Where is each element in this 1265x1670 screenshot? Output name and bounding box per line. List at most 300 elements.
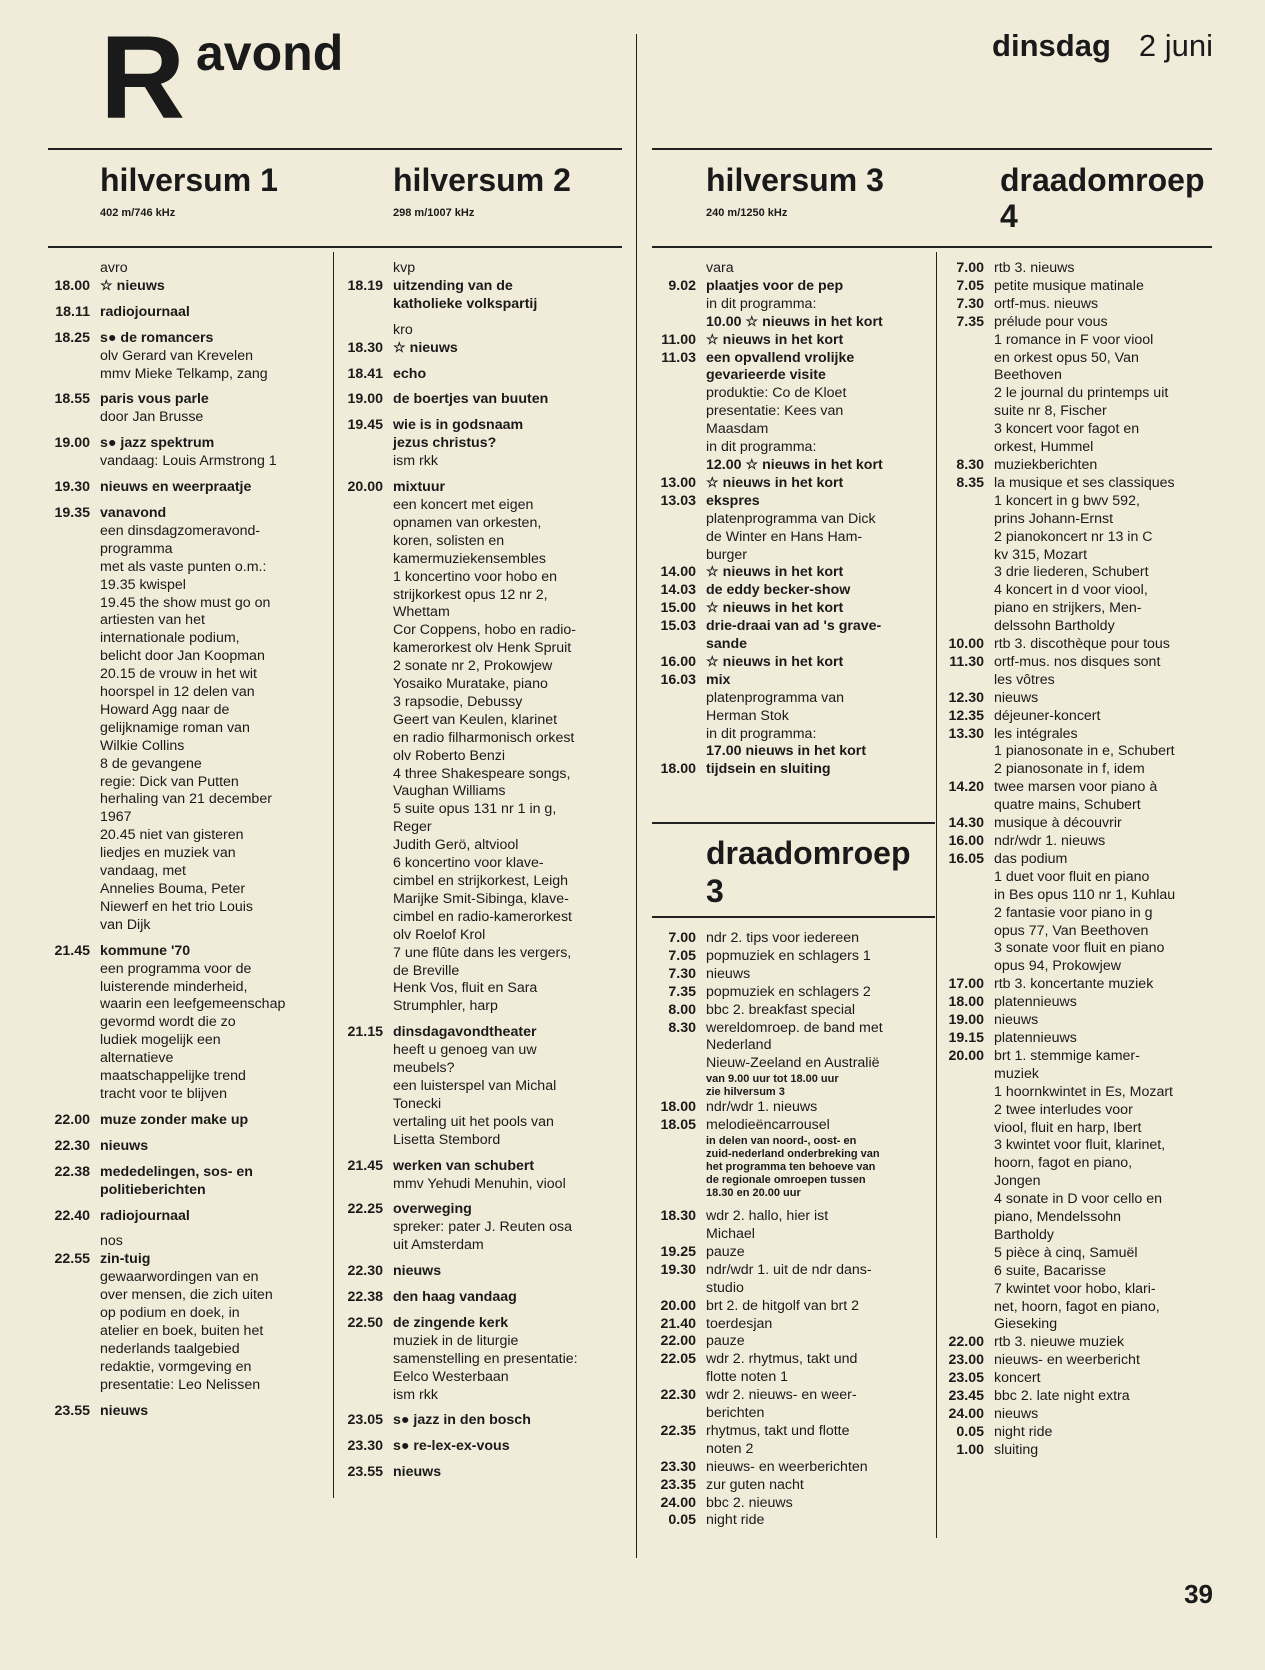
program-text: platenprogramma van xyxy=(706,689,845,706)
program-text: nieuws xyxy=(994,1406,1039,1422)
program-row xyxy=(339,569,629,587)
program-row xyxy=(339,391,629,409)
program-text: kro xyxy=(393,321,413,338)
program-text: 5 suite opus 131 nr 1 in g, xyxy=(393,801,557,818)
program-text: delssohn Bartholdy xyxy=(994,618,1115,635)
program-time: 21.45 xyxy=(54,942,90,959)
program-time: 22.30 xyxy=(54,1137,90,1154)
program-text: en radio filharmonisch orkest xyxy=(393,729,575,746)
program-row xyxy=(940,1406,1225,1424)
program-row xyxy=(339,1438,629,1456)
program-text: radiojournaal xyxy=(100,303,190,320)
program-text: 3 rapsodie, Debussy xyxy=(393,693,523,710)
program-text: en orkest opus 50, Van xyxy=(994,349,1139,366)
program-text: Reger xyxy=(393,819,432,836)
program-row xyxy=(339,1289,629,1307)
program-text: suite nr 8, Fischer xyxy=(994,403,1107,420)
program-text: ndr/wdr 1. nieuws xyxy=(994,833,1106,849)
program-row xyxy=(652,1226,935,1244)
program-row xyxy=(652,314,935,332)
program-row xyxy=(652,1002,935,1020)
program-text: presentatie: Leo Nelissen xyxy=(100,1376,261,1393)
program-row xyxy=(940,314,1225,332)
program-time: 20.00 xyxy=(948,1047,984,1064)
program-row xyxy=(46,409,331,427)
program-row xyxy=(339,322,629,340)
program-text: paris vous parle xyxy=(100,391,209,408)
program-row xyxy=(339,453,629,471)
program-row xyxy=(339,694,629,712)
program-row xyxy=(46,541,331,559)
program-row xyxy=(940,887,1225,905)
program-time: 14.00 xyxy=(660,564,696,581)
program-row xyxy=(940,1084,1225,1102)
program-row xyxy=(652,260,935,278)
program-text: ☆ nieuws xyxy=(393,339,458,356)
program-text: sluiting xyxy=(994,1441,1039,1458)
program-text: Michael xyxy=(706,1225,755,1242)
program-time: 23.30 xyxy=(660,1458,696,1475)
program-time: 23.05 xyxy=(948,1370,984,1387)
program-text: nieuws- en weerberichten xyxy=(706,1458,868,1475)
schedule-hilversum3 xyxy=(652,260,935,779)
program-row xyxy=(940,690,1225,708)
program-row xyxy=(46,278,331,296)
program-row xyxy=(339,604,629,622)
program-row xyxy=(652,1055,935,1073)
program-time: 18.19 xyxy=(347,277,383,294)
station-frequency: 298 m/1007 kHz xyxy=(393,207,475,219)
program-row xyxy=(339,927,629,945)
program-text: ludiek mogelijk een xyxy=(100,1032,221,1049)
program-text: mmv Yehudi Menuhin, viool xyxy=(393,1175,566,1192)
program-row xyxy=(652,1369,935,1387)
program-text: meubels? xyxy=(393,1060,455,1077)
program-time: 22.38 xyxy=(347,1289,383,1306)
program-text: 4 sonate in D voor cello en xyxy=(994,1191,1162,1208)
program-row xyxy=(940,1227,1225,1245)
program-row xyxy=(652,1405,935,1423)
program-row xyxy=(339,1263,629,1281)
program-text: de Breville xyxy=(393,962,460,979)
program-row xyxy=(940,761,1225,779)
schedule-draadomroep4 xyxy=(940,260,1225,1460)
program-time: 16.03 xyxy=(660,671,696,688)
program-row xyxy=(652,1387,935,1405)
program-row xyxy=(339,819,629,837)
program-row xyxy=(652,1073,935,1086)
program-row xyxy=(652,1333,935,1351)
program-text: 18.30 en 20.00 uur xyxy=(706,1187,801,1200)
program-text: zur guten nacht xyxy=(706,1476,804,1493)
program-row xyxy=(940,708,1225,726)
program-text: 8 de gevangene xyxy=(100,755,202,772)
program-text: Bartholdy xyxy=(994,1226,1054,1243)
program-text: Eelco Westerbaan xyxy=(393,1368,509,1385)
program-row xyxy=(940,350,1225,368)
program-text: burger xyxy=(706,546,748,563)
program-row xyxy=(940,618,1225,636)
program-text: Cor Coppens, hobo en radio- xyxy=(393,622,576,639)
program-row xyxy=(652,403,935,421)
program-text: 1 hoornkwintet in Es, Mozart xyxy=(994,1083,1173,1100)
program-text: ortf-mus. nos disques sont xyxy=(994,653,1161,670)
program-time: 17.00 xyxy=(948,976,984,993)
program-text: brt 2. de hitgolf van brt 2 xyxy=(706,1297,860,1314)
program-row xyxy=(339,551,629,569)
program-text: berichten xyxy=(706,1405,765,1422)
program-row xyxy=(46,684,331,702)
program-row xyxy=(339,658,629,676)
program-row xyxy=(339,1158,629,1176)
program-text: tracht voor te blijven xyxy=(100,1085,227,1102)
program-text: katholieke volkspartij xyxy=(393,295,538,312)
program-time: 19.30 xyxy=(54,479,90,496)
program-row xyxy=(46,738,331,756)
program-row xyxy=(46,720,331,738)
program-row xyxy=(940,529,1225,547)
program-text: 3 sonate voor fluit en piano xyxy=(994,940,1165,957)
program-row xyxy=(46,863,331,881)
program-text: night ride xyxy=(706,1512,765,1529)
program-row xyxy=(652,1351,935,1369)
program-row xyxy=(339,891,629,909)
program-text: orkest, Hummel xyxy=(994,439,1094,456)
program-row xyxy=(940,278,1225,296)
program-text: vandaag: Louis Armstrong 1 xyxy=(100,453,277,470)
program-row xyxy=(339,748,629,766)
program-text: Henk Vos, fluit en Sara xyxy=(393,980,538,997)
program-row xyxy=(652,547,935,565)
program-text: 17.00 nieuws in het kort xyxy=(706,743,867,760)
program-row xyxy=(339,873,629,891)
program-row xyxy=(652,948,935,966)
program-row xyxy=(46,827,331,845)
program-time: 22.00 xyxy=(948,1334,984,1351)
program-text: ekspres xyxy=(706,492,760,509)
program-row xyxy=(339,1237,629,1255)
program-text: 5 pièce à cinq, Samuël xyxy=(994,1244,1138,1261)
program-text: atelier en boek, buiten het xyxy=(100,1322,264,1339)
program-row xyxy=(652,421,935,439)
program-text: kvp xyxy=(393,260,416,276)
program-row xyxy=(652,1477,935,1495)
program-text: kommune '70 xyxy=(100,942,191,959)
program-text: een luisterspel van Michal xyxy=(393,1077,557,1094)
program-text: twee marsen voor piano à xyxy=(994,779,1158,796)
program-text: avro xyxy=(100,260,128,276)
program-time: 11.03 xyxy=(661,349,696,366)
program-text: s● de romancers xyxy=(100,329,214,346)
program-time: 18.41 xyxy=(347,365,383,382)
program-text: gevormd wordt die zo xyxy=(100,1014,236,1031)
program-time: 15.03 xyxy=(660,618,696,635)
rule-right-under-heads xyxy=(652,246,1212,248)
program-row xyxy=(46,1233,331,1251)
program-text: flotte noten 1 xyxy=(706,1369,789,1386)
program-text: 20.45 niet van gisteren xyxy=(100,827,244,844)
program-text: ortf-mus. nieuws xyxy=(994,295,1099,312)
program-row xyxy=(46,961,331,979)
program-text: belicht door Jan Koopman xyxy=(100,648,265,665)
program-text: Vaughan Williams xyxy=(393,783,506,800)
program-text: olv Gerard van Krevelen xyxy=(100,347,253,364)
program-text: petite musique matinale xyxy=(994,277,1144,294)
program-time: 7.00 xyxy=(956,260,984,276)
program-row xyxy=(652,1135,935,1148)
program-text: gewaarwordingen van en xyxy=(100,1269,259,1286)
program-text: Annelies Bouma, Peter xyxy=(100,881,246,897)
program-time: 19.30 xyxy=(660,1261,696,1278)
program-text: politieberichten xyxy=(100,1181,206,1198)
program-text: samenstelling en presentatie: xyxy=(393,1350,578,1367)
program-text: koren, solisten en xyxy=(393,532,505,549)
program-text: kamermuziekensembles xyxy=(393,550,546,567)
program-row xyxy=(652,1086,935,1099)
program-text: hoorspel in 12 delen van xyxy=(100,684,255,701)
program-row xyxy=(940,726,1225,744)
program-time: 20.00 xyxy=(347,479,383,496)
program-text: kv 315, Mozart xyxy=(994,546,1088,563)
program-row xyxy=(940,1012,1225,1030)
logo-letter: R xyxy=(100,12,182,144)
program-time: 13.00 xyxy=(660,474,696,491)
program-time: 18.55 xyxy=(54,391,90,408)
program-text: platennieuws xyxy=(994,994,1077,1011)
program-text: ndr/wdr 1. uit de ndr dans- xyxy=(706,1261,872,1278)
program-time: 7.00 xyxy=(668,930,696,946)
program-row xyxy=(339,260,629,278)
program-text: Jongen xyxy=(994,1173,1041,1190)
day-label: dinsdag xyxy=(992,28,1111,63)
program-row xyxy=(46,809,331,827)
program-text: sande xyxy=(706,636,748,653)
program-text: door Jan Brusse xyxy=(100,409,204,426)
program-text: les intégrales xyxy=(994,725,1078,742)
program-time: 7.05 xyxy=(956,277,984,294)
program-text: toerdesjan xyxy=(706,1315,773,1332)
program-row xyxy=(652,1099,935,1117)
program-row xyxy=(339,533,629,551)
program-text: 2 le journal du printemps uit xyxy=(994,385,1169,402)
program-row xyxy=(940,511,1225,529)
program-text: night ride xyxy=(994,1423,1053,1440)
program-text: opus 77, Van Beethoven xyxy=(994,922,1149,939)
program-text: waarin een leefgemeenschap xyxy=(100,996,286,1013)
program-text: alternatieve xyxy=(100,1050,174,1067)
program-row xyxy=(46,1323,331,1341)
program-text: platenprogramma van Dick xyxy=(706,510,876,527)
program-row xyxy=(940,1209,1225,1227)
program-text: rtb 3. nieuws xyxy=(994,260,1075,276)
program-row xyxy=(940,1030,1225,1048)
program-row xyxy=(339,1351,629,1369)
program-time: 7.30 xyxy=(668,965,696,982)
program-row xyxy=(940,672,1225,690)
program-row xyxy=(339,278,629,296)
program-text: vanavond xyxy=(100,504,167,521)
program-time: 19.45 xyxy=(347,417,383,434)
program-time: 23.35 xyxy=(660,1476,696,1493)
program-text: quatre mains, Schubert xyxy=(994,797,1141,814)
program-text: brt 1. stemmige kamer- xyxy=(994,1047,1140,1064)
program-time: 18.00 xyxy=(54,277,90,294)
program-text: wereldomroep. de band met xyxy=(706,1019,883,1036)
program-text: overweging xyxy=(393,1201,472,1218)
program-text: jezus christus? xyxy=(393,435,497,452)
program-row xyxy=(46,577,331,595)
program-text: opus 94, Prokowjew xyxy=(994,958,1121,975)
program-text: piano, Mendelssohn xyxy=(994,1209,1121,1226)
rule-left-under-heads xyxy=(48,246,622,248)
program-row xyxy=(652,332,935,350)
program-row xyxy=(339,1387,629,1405)
station-head-hilversum1 xyxy=(100,162,278,220)
program-text: s● jazz spektrum xyxy=(100,435,215,452)
program-row xyxy=(46,1341,331,1359)
program-text: Lisetta Stembord xyxy=(393,1131,501,1148)
program-row xyxy=(940,457,1225,475)
program-row xyxy=(46,648,331,666)
program-text: op podium en doek, in xyxy=(100,1305,240,1322)
program-text: programma xyxy=(100,540,173,557)
program-text: déjeuner-koncert xyxy=(994,707,1101,724)
program-row xyxy=(940,1299,1225,1317)
program-text: pauze xyxy=(706,1243,745,1260)
program-time: 22.00 xyxy=(660,1333,696,1350)
program-row xyxy=(46,979,331,997)
program-time: 8.00 xyxy=(668,1001,696,1018)
program-time: 7.05 xyxy=(668,947,696,964)
program-row xyxy=(940,851,1225,869)
program-row xyxy=(339,1024,629,1042)
program-row xyxy=(339,622,629,640)
program-time: 16.00 xyxy=(948,833,984,849)
program-row xyxy=(940,600,1225,618)
rule-right-top xyxy=(652,148,1212,150)
program-text: la musique et ses classiques xyxy=(994,474,1175,491)
program-row xyxy=(46,1182,331,1200)
program-text: les vôtres xyxy=(994,671,1055,688)
program-text: rtb 3. discothèque pour tous xyxy=(994,636,1170,653)
program-text: herhaling van 21 december xyxy=(100,791,272,808)
program-row xyxy=(339,855,629,873)
program-text: liedjes en muziek van xyxy=(100,845,236,862)
program-text: plaatjes voor de pep xyxy=(706,277,844,294)
program-row xyxy=(46,881,331,899)
program-text: ☆ nieuws in het kort xyxy=(706,474,844,491)
program-text: 1 koncert in g bwv 592, xyxy=(994,492,1140,509)
program-row xyxy=(339,1201,629,1219)
program-text: 4 koncert in d voor viool, xyxy=(994,582,1148,599)
program-row xyxy=(940,994,1225,1012)
program-row xyxy=(940,833,1225,851)
program-row xyxy=(940,547,1225,565)
program-text: redaktie, vormgeving en xyxy=(100,1358,252,1375)
program-row xyxy=(46,1032,331,1050)
program-row xyxy=(940,1263,1225,1281)
program-time: 19.15 xyxy=(948,1029,984,1046)
program-text: 3 kwintet voor fluit, klarinet, xyxy=(994,1137,1166,1154)
program-row xyxy=(652,1148,935,1161)
program-time: 10.00 xyxy=(948,636,984,653)
program-text: 2 sonate nr 2, Prokowjew xyxy=(393,658,553,675)
divider-h1-h2 xyxy=(333,252,334,1498)
program-row xyxy=(940,1442,1225,1460)
program-row xyxy=(46,630,331,648)
program-row xyxy=(46,595,331,613)
program-text: Howard Agg naar de xyxy=(100,701,230,718)
program-text: prélude pour vous xyxy=(994,313,1108,330)
program-row xyxy=(339,676,629,694)
program-time: 22.50 xyxy=(347,1314,383,1331)
program-text: koncert xyxy=(994,1370,1041,1387)
program-row xyxy=(46,1164,331,1182)
program-row xyxy=(339,435,629,453)
program-text: 1 pianosonate in e, Schubert xyxy=(994,743,1175,760)
program-time: 22.38 xyxy=(54,1163,90,1180)
program-time: 18.11 xyxy=(55,303,90,320)
program-row xyxy=(940,1370,1225,1388)
program-row xyxy=(46,1050,331,1068)
program-row xyxy=(652,1423,935,1441)
program-row xyxy=(46,756,331,774)
station-head-hilversum3 xyxy=(706,162,884,220)
program-text: bbc 2. nieuws xyxy=(706,1494,793,1511)
program-text: een koncert met eigen xyxy=(393,496,534,513)
program-time: 14.30 xyxy=(948,815,984,832)
program-text: nieuws xyxy=(100,1402,149,1419)
program-row xyxy=(339,417,629,435)
program-text: 1 romance in F voor viool xyxy=(994,331,1154,348)
program-time: 7.35 xyxy=(668,983,696,1000)
program-row xyxy=(652,672,935,690)
program-text: ndr 2. tips voor iedereen xyxy=(706,930,860,946)
divider-h3-d4 xyxy=(936,252,937,1538)
program-row xyxy=(339,998,629,1016)
program-text: artiesten van het xyxy=(100,612,205,629)
program-text: gelijknamige roman van xyxy=(100,719,250,736)
program-text: een programma voor de xyxy=(100,960,252,977)
program-row xyxy=(652,1459,935,1477)
program-text: Whettam xyxy=(393,604,450,621)
program-row xyxy=(940,493,1225,511)
program-text: piano en strijkers, Men- xyxy=(994,600,1142,617)
program-text: tijdsein en sluiting xyxy=(706,761,831,778)
program-time: 23.55 xyxy=(347,1464,383,1481)
program-text: Marijke Smit-Sibinga, klave- xyxy=(393,890,569,907)
program-row xyxy=(940,1424,1225,1442)
program-text: nieuws xyxy=(100,1137,149,1154)
program-text: 2 pianokoncert nr 13 in C xyxy=(994,528,1153,545)
program-row xyxy=(652,654,935,672)
program-time: 16.00 xyxy=(660,653,696,670)
program-row xyxy=(652,582,935,600)
program-text: musique à découvrir xyxy=(994,815,1122,832)
program-time: 19.25 xyxy=(660,1243,696,1260)
program-text: net, hoorn, fagot en piano, xyxy=(994,1298,1160,1315)
program-text: 20.15 de vrouw in het wit xyxy=(100,666,257,683)
program-time: 22.00 xyxy=(54,1111,90,1128)
program-row xyxy=(652,984,935,1002)
program-time: 18.00 xyxy=(660,761,696,778)
program-text: regie: Dick van Putten xyxy=(100,773,239,790)
program-text: echo xyxy=(393,365,427,382)
program-text: Gieseking xyxy=(994,1316,1058,1333)
program-row xyxy=(339,479,629,497)
program-text: Nieuw-Zeeland en Australië xyxy=(706,1055,880,1072)
program-text: nieuws xyxy=(393,1464,442,1481)
